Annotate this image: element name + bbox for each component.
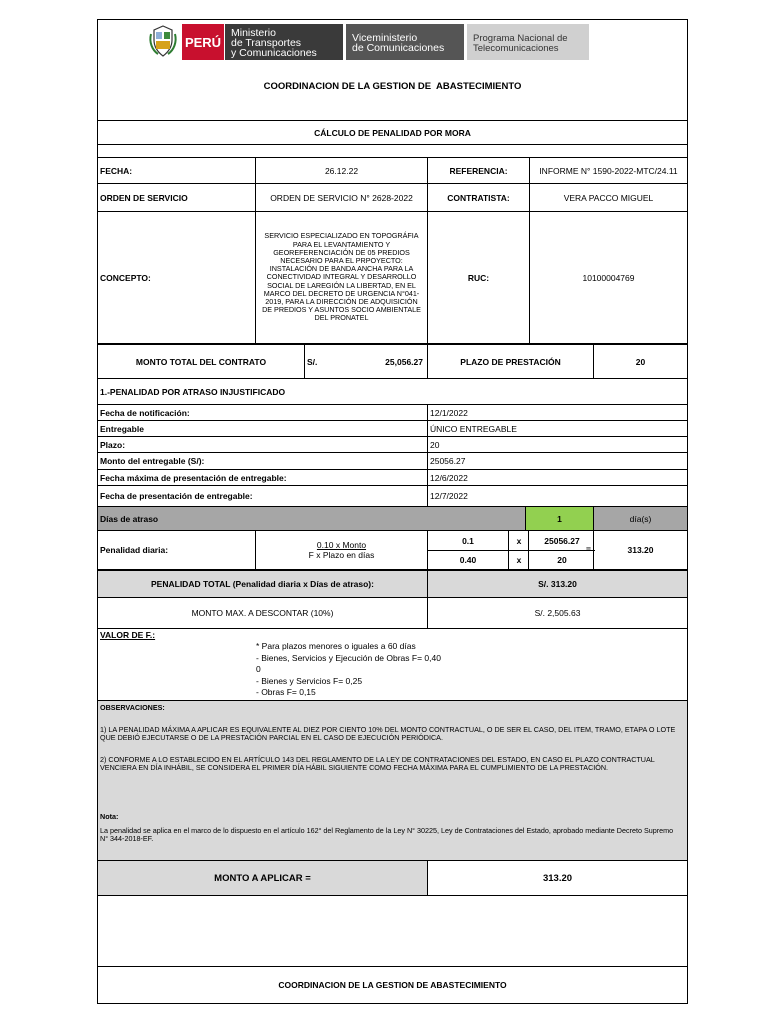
dias-value: 1 <box>525 507 593 530</box>
penalidad-label: Penalidad diaria: <box>100 545 169 555</box>
detail-label: Fecha de presentación de entregable: <box>100 491 253 501</box>
plazo-value: 20 <box>528 550 595 569</box>
ruc-label: RUC: <box>427 212 529 343</box>
concepto-line: SERVICIO ESPECIALIZADO EN TOPOGRÁFIA <box>264 231 419 241</box>
detail-value: 12/6/2022 <box>427 470 687 485</box>
detail-value: 12/1/2022 <box>427 405 687 420</box>
programa-logo <box>467 24 589 60</box>
valor-f-row <box>98 629 687 701</box>
viceministerio-logo <box>346 24 464 60</box>
monto-label: MONTO TOTAL DEL CONTRATO <box>135 356 267 367</box>
subtitle-row <box>98 121 687 145</box>
ministerio-logo <box>225 24 343 60</box>
detail-row <box>98 437 687 453</box>
max-value: S/. 2,505.63 <box>427 598 687 628</box>
concepto-line: INSTALACIÓN DE BANDA ANCHA PARA LA <box>269 264 414 274</box>
ministerio-line-1: Ministerio <box>231 27 276 39</box>
concepto-line: NECESARIO PARA EL PRPOYECTO: <box>280 255 403 265</box>
plazo-value: 20 <box>593 345 687 378</box>
nota-text: La penalidad se aplica en el marco de lo dispuesto en el artículo 162° del Reglamento de la Ley N° 30225, Ley de Contrataciones del Estado, aprobado mediante Decreto Supremo N° 344-2018-EF. <box>100 826 674 844</box>
detail-row <box>98 421 687 437</box>
ruc-value: 10100004769 <box>529 212 687 343</box>
vice-line-1: Viceministerio <box>352 32 418 44</box>
detail-value: 20 <box>427 437 687 452</box>
concepto-line: GEOREFERENCIACIÓN DE 05 PREDIOS <box>273 247 410 257</box>
concepto-line: DE PREDIOS Y ASUNTOS SOCIO AMBIENTALE <box>262 305 421 315</box>
orden-row <box>98 184 687 212</box>
detail-row <box>98 470 687 486</box>
factor-value: 0.1 <box>428 531 508 551</box>
section1-title: 1.-PENALIDAD POR ATRASO INJUSTIFICADO <box>100 386 286 397</box>
fecha-label: FECHA: <box>100 165 133 176</box>
nota-title: Nota: <box>100 812 119 821</box>
fecha-value: 26.12.22 <box>255 158 427 183</box>
detail-row <box>98 453 687 470</box>
header-title: COORDINACION DE LA GESTION DE ABASTECIMIENTO <box>263 81 522 92</box>
valor-f-line: - Bienes y Servicios F= 0,25 <box>256 675 363 686</box>
detail-row <box>98 486 687 507</box>
detail-label: Monto del entregable (S/): <box>100 456 205 466</box>
max-label: MONTO MAX. A DESCONTAR (10%) <box>191 608 334 618</box>
detail-value: 12/7/2022 <box>427 486 687 506</box>
observacion-2: 2) CONFORME A LO ESTABLECIDO EN EL ARTÍCULO 143 DEL REGLAMENTO DE LA LEY DE CONTRATACIONES DEL ESTADO, EN CASO EL PLAZO CONTRACTUAL VENCIERA EN DÍA INHÁBIL, SE CONSIDERA EL PRIMER DÍA HÁBIL SIGUIENTE COMO FECHA MÁXIMA PARA EL CUMPLIMIENTO DE LA PRESTACIÓN. <box>100 755 655 773</box>
multiply-sign: x <box>508 550 529 569</box>
subtitle: CÁLCULO DE PENALIDAD POR MORA <box>314 127 471 138</box>
valor-f-line: 0 <box>256 664 261 674</box>
monto-currency: S/. <box>304 345 364 378</box>
concepto-line: PARA EL LEVANTAMIENTO Y <box>292 239 391 249</box>
observaciones-title: OBSERVACIONES: <box>100 703 165 712</box>
penalidad-amount: 313.20 <box>627 545 654 555</box>
total-row <box>98 571 687 598</box>
monto-row <box>98 345 687 379</box>
concepto-line: CONECTIVIDAD INTEGRAL Y DESARROLLO <box>266 272 417 282</box>
peru-logo: PERÚ <box>182 24 224 60</box>
valor-f-line: * Para plazos menores o iguales a 60 días <box>256 641 416 651</box>
concepto-line: SOCIAL DE LAREGIÓN LA LIBERTAD, EN EL <box>267 280 416 290</box>
formula-numerator: 0.10 x Monto <box>316 540 367 550</box>
programa-line-1: Programa Nacional de <box>473 33 568 44</box>
f-value: 0.40 <box>459 554 477 565</box>
penalidad-value <box>586 531 687 569</box>
detail-label: Entregable <box>100 423 144 434</box>
detail-row <box>98 405 687 421</box>
total-label: PENALIDAD TOTAL (Penalidad diaria x Días de atraso): <box>151 579 374 589</box>
valor-f-line: - Obras F= 0,15 <box>256 687 316 697</box>
referencia-value: INFORME N° 1590-2022-MTC/24.11 <box>529 158 687 183</box>
aplicar-value: 313.20 <box>427 861 687 895</box>
aplicar-row <box>98 861 687 896</box>
section1-title-row <box>98 379 687 405</box>
ministerio-line-2: de Transportes <box>231 37 302 49</box>
total-value: S/. 313.20 <box>427 571 687 597</box>
contratista-label: CONTRATISTA: <box>427 184 529 211</box>
formula-cell <box>255 531 427 569</box>
penalidad-row <box>98 531 687 570</box>
concepto-line: 2019, PARA LA DIRECCIÓN DE ADQUISICIÓN <box>265 297 418 306</box>
detail-label: Fecha de notificación: <box>100 407 190 418</box>
concepto-line: MARCO DEL DECRETO DE URGENCIA N°041- <box>263 288 420 298</box>
monto-value: 25,056.27 <box>385 356 423 367</box>
observacion-1: 1) LA PENALIDAD MÁXIMA A APLICAR ES EQUIVALENTE AL DIEZ POR CIENTO 10% DEL MONTO CONTRACTUAL, O DE SER EL CASO, DEL ITEM, TRAMO, ETAPA O LOTE QUE DEBIÓ EJECUTARSE O DE LA PRESTACIÓN PARCIAL EN EL CASO DE EJECUCIÓN PERIÓDICA. <box>100 725 676 743</box>
orden-label: ORDEN DE SERVICIO <box>100 192 188 203</box>
concepto-value <box>255 212 427 343</box>
footer-row <box>98 967 687 1003</box>
dias-label: Días de atraso <box>100 513 159 524</box>
aplicar-label: MONTO A APLICAR = <box>98 861 427 895</box>
valor-f-line: - Bienes, Servicios y Ejecución de Obras F= 0,40 <box>256 652 441 663</box>
header-row <box>98 20 687 121</box>
equals-sign: = <box>586 544 591 554</box>
detail-label: Fecha máxima de presentación de entregable: <box>100 472 287 483</box>
calc-grid <box>427 531 594 569</box>
valor-f-list <box>256 641 441 699</box>
formula-denominator: F x Plazo en días <box>308 550 375 560</box>
ministerio-line-3: y Comunicaciones <box>231 47 317 59</box>
national-seal-icon <box>148 24 178 58</box>
multiply-sign: x <box>508 531 529 551</box>
footer-title: COORDINACION DE LA GESTION DE ABASTECIMIENTO <box>278 980 507 990</box>
concepto-row <box>98 212 687 344</box>
referencia-label: REFERENCIA: <box>427 158 529 183</box>
spacer-row <box>98 145 687 158</box>
orden-value: ORDEN DE SERVICIO N° 2628-2022 <box>255 184 427 211</box>
monto-entregable-value: 25056.27 <box>528 531 595 551</box>
detail-value: 25056.27 <box>427 453 687 469</box>
concepto-label: CONCEPTO: <box>100 272 151 283</box>
fecha-row <box>98 158 687 184</box>
programa-line-2: Telecomunicaciones <box>473 42 559 54</box>
dias-unit: día(s) <box>593 507 687 530</box>
max-row <box>98 598 687 629</box>
institution-logos <box>148 24 589 60</box>
contratista-value: VERA PACCO MIGUEL <box>529 184 687 211</box>
detail-value: ÚNICO ENTREGABLE <box>427 421 687 436</box>
valor-f-title: VALOR DE F.: <box>100 630 156 640</box>
concepto-line: DEL PRONATEL <box>314 313 369 323</box>
penalty-sheet <box>97 19 688 1004</box>
detail-label: Plazo: <box>100 439 126 450</box>
dias-row <box>98 507 687 531</box>
observaciones-row <box>98 701 687 861</box>
concepto-text <box>257 232 427 322</box>
vice-line-2: de Comunicaciones <box>352 42 445 54</box>
plazo-label: PLAZO DE PRESTACIÓN <box>427 345 593 378</box>
signature-area <box>98 896 687 967</box>
